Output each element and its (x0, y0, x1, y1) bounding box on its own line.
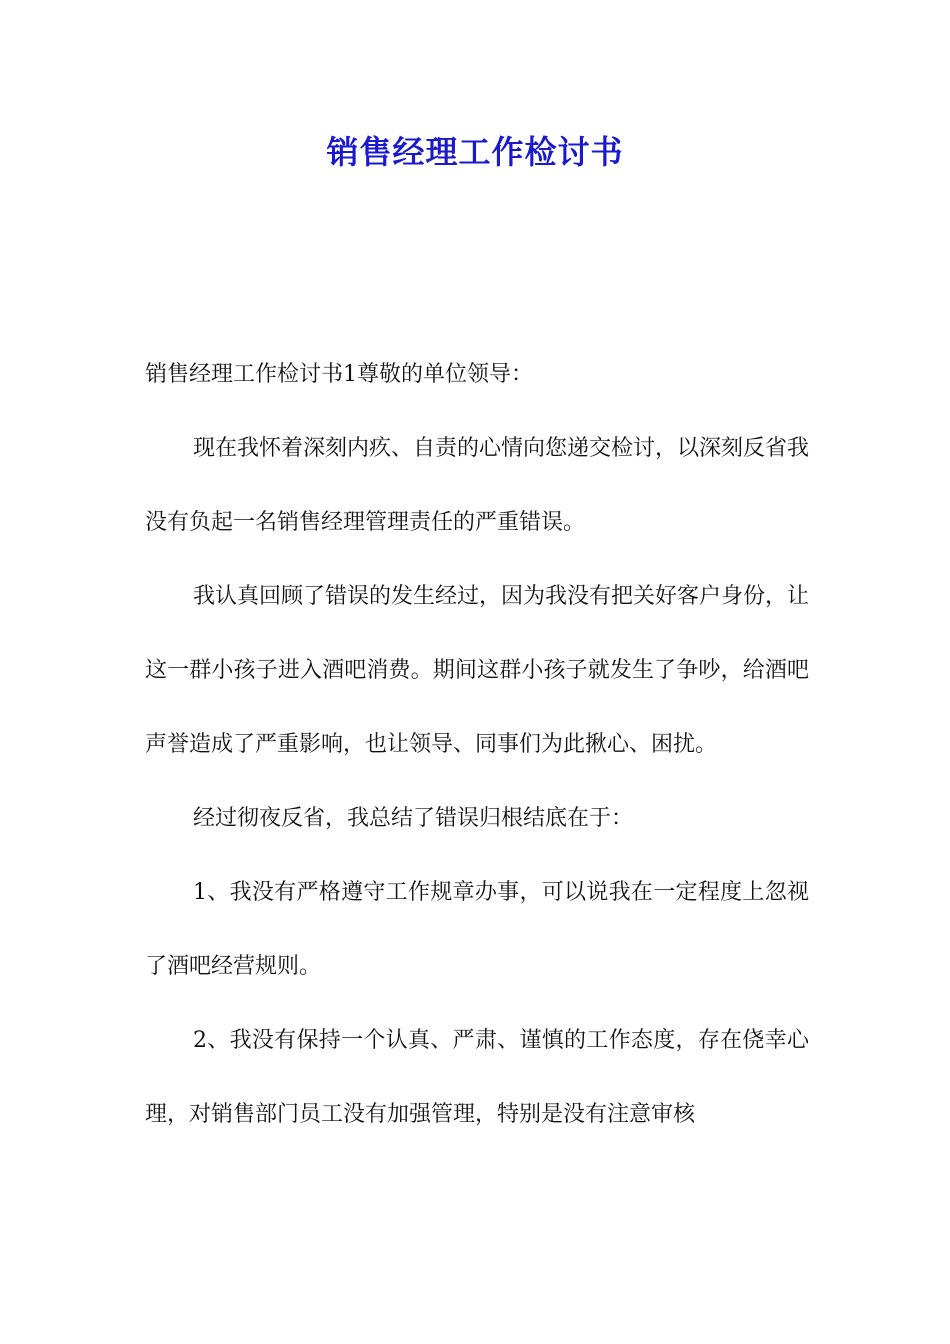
intro-paragraph: 现在我怀着深刻内疚、自责的心情向您递交检讨，以深刻反省我没有负起一名销售经理管理责任的严重错误。 (145, 436, 810, 535)
incident-paragraph: 我认真回顾了错误的发生经过，因为我没有把关好客户身份，让这一群小孩子进入酒吧消费。期间这群小孩子就发生了争吵，给酒吧声誉造成了严重影响，也让领导、同事们为此揪心、困扰。 (145, 584, 810, 757)
document-body (145, 338, 809, 1152)
document-title: 销售经理工作检讨书 (326, 133, 624, 171)
salutation-paragraph: 销售经理工作检讨书1尊敬的单位领导： (145, 362, 533, 387)
reason-2-paragraph: 2、我没有保持一个认真、严肃、谨慎的工作态度，存在侥幸心理，对销售部门员工没有加强管理，特别是没有注意审核 (145, 1028, 809, 1127)
reflection-paragraph: 经过彻夜反省，我总结了错误归根结底在于： (193, 806, 634, 831)
reason-1-paragraph: 1、我没有严格遵守工作规章办事，可以说我在一定程度上忽视了酒吧经营规则。 (145, 880, 809, 979)
